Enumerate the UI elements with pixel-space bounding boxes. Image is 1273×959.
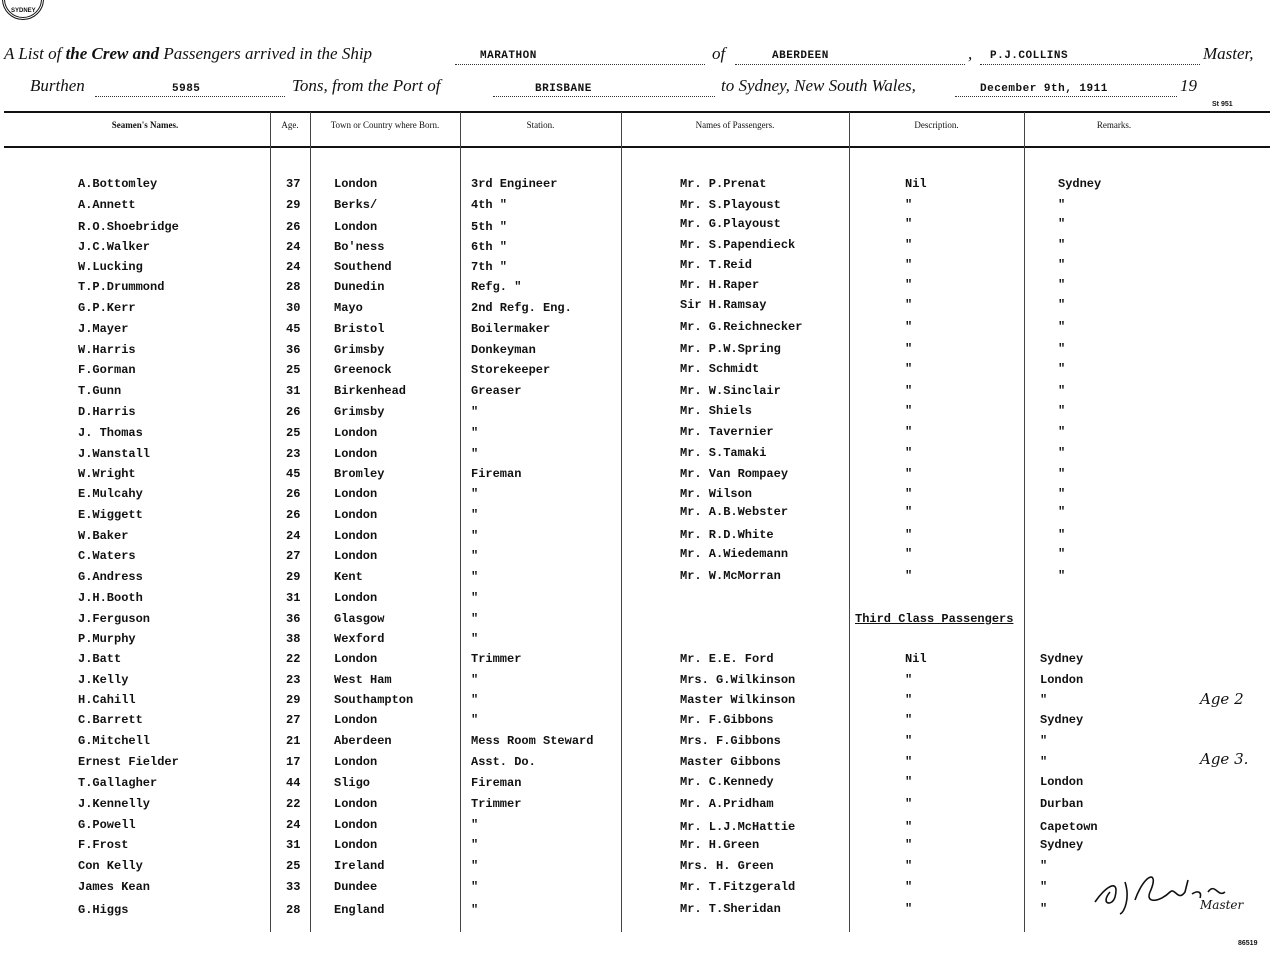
crew-birthplace: Wexford [334,632,385,646]
crew-name: E.Wiggett [78,508,143,522]
third-class-passenger-remark: " [1040,693,1048,707]
header-line1 [4,44,372,64]
passenger-description: " [905,547,913,561]
col-divider [270,112,271,932]
passenger-remark: " [1058,342,1066,356]
crew-birthplace: Dunedin [334,280,385,294]
third-class-passenger-description: Nil [905,652,927,666]
passenger-remark: " [1058,384,1066,398]
third-class-passenger-name: Mr. F.Gibbons [680,713,774,727]
crew-birthplace: Grimsby [334,405,385,419]
col-header-description: Description. [914,120,959,130]
crew-name: Ernest Fielder [78,755,179,769]
crew-name: P.Murphy [78,632,136,646]
crew-birthplace: London [334,818,378,832]
year-prefix: 19 [1180,76,1197,95]
col-header-seamen: Seamen's Names. [111,120,179,130]
crew-station: " [471,447,479,461]
header-list-of: List of [18,44,62,63]
third-class-passenger-name: Mr. H.Green [680,838,760,852]
crew-station: " [471,487,479,501]
header-crew: the Crew and [65,44,160,63]
passenger-remark: " [1058,298,1066,312]
crew-age: 30 [286,301,301,315]
crew-station: " [471,632,479,646]
passenger-name: Mr. P.Prenat [680,177,767,191]
crew-birthplace: London [334,177,378,191]
crew-name: W.Baker [78,529,129,543]
passenger-description: " [905,320,913,334]
passenger-remark: " [1058,528,1066,542]
third-class-heading: Third Class Passengers [855,612,1014,626]
crew-age: 27 [286,713,301,727]
passenger-name: Mr. Van Rompaey [680,467,789,481]
crew-birthplace: London [334,797,378,811]
passenger-name: Sir H.Ramsay [680,298,767,312]
crew-birthplace: London [334,549,378,563]
burthen-value: 5985 [172,83,201,95]
burthen-label: Burthen [30,76,85,95]
crew-age: 25 [286,859,301,873]
third-class-passenger-description: " [905,673,913,687]
crew-age: 22 [286,797,301,811]
crew-name: W.Lucking [78,260,143,274]
third-class-passenger-description: " [905,775,913,789]
passenger-name: Mr. W.McMorran [680,569,781,583]
crew-station: Asst. Do. [471,755,536,769]
col-header-born: Town or Country where Born. [330,120,440,130]
passenger-name: Mr. Schmidt [680,362,760,376]
crew-birthplace: Bo'ness [334,240,385,254]
crew-age: 24 [286,260,301,274]
crew-birthplace: Berks/ [334,198,378,212]
form-number: St 951 [1212,101,1233,108]
col-divider [1024,112,1025,932]
passenger-description: " [905,404,913,418]
crew-birthplace: London [334,426,378,440]
crew-name: A.Annett [78,198,136,212]
passenger-remark: " [1058,320,1066,334]
crew-birthplace: Aberdeen [334,734,392,748]
crew-age: 36 [286,612,301,626]
crew-name: F.Frost [78,838,129,852]
passenger-name: Mr. R.D.White [680,528,774,542]
third-class-passenger-name: Mrs. H. Green [680,859,774,873]
crew-name: T.Gallagher [78,776,158,790]
third-class-passenger-remark: Capetown [1040,820,1098,834]
col-divider [621,112,622,932]
crew-birthplace: London [334,508,378,522]
crew-age: 24 [286,240,301,254]
arrival-date: December 9th, 1911 [980,83,1108,95]
third-class-passenger-remark: Durban [1040,797,1084,811]
passenger-description: " [905,298,913,312]
crew-station: Storekeeper [471,363,551,377]
passenger-description: Nil [905,177,927,191]
seal-stamp: SYDNEY [2,0,44,20]
passenger-description: " [905,384,913,398]
crew-station: " [471,570,479,584]
third-class-passenger-remark: Sydney [1040,652,1084,666]
passenger-remark: Sydney [1058,177,1102,191]
crew-age: 26 [286,508,301,522]
crew-age: 33 [286,880,301,894]
passenger-name: Mr. G.Playoust [680,217,781,231]
crew-birthplace: Dundee [334,880,378,894]
third-class-passenger-name: Master Wilkinson [680,693,796,707]
crew-name: J.Ferguson [78,612,151,626]
tons-label: Tons, from the Port of [292,76,441,95]
crew-birthplace: London [334,447,378,461]
crew-age: 36 [286,343,301,357]
passenger-description: " [905,217,913,231]
passenger-remark: " [1058,487,1066,501]
third-class-passenger-name: Master Gibbons [680,755,781,769]
third-class-passenger-name: Mrs. G.Wilkinson [680,673,796,687]
master-label: Master, [1203,44,1254,63]
table-header-rule [4,146,1270,148]
crew-birthplace: Southend [334,260,392,274]
crew-name: Con Kelly [78,859,143,873]
crew-age: 28 [286,903,301,917]
ship-name: MARATHON [480,50,537,62]
third-class-passenger-name: Mr. C.Kennedy [680,775,774,789]
crew-age: 28 [286,280,301,294]
crew-age: 37 [286,177,301,191]
crew-station: Trimmer [471,652,522,666]
crew-age: 31 [286,591,301,605]
crew-age: 23 [286,447,301,461]
third-class-passenger-description: " [905,713,913,727]
passenger-remark: " [1058,404,1066,418]
crew-age: 23 [286,673,301,687]
crew-birthplace: Mayo [334,301,363,315]
crew-station: 6th " [471,240,508,254]
crew-age: 26 [286,405,301,419]
crew-station: " [471,426,479,440]
crew-name: J.Kennelly [78,797,151,811]
third-class-passenger-description: " [905,734,913,748]
crew-name: G.P.Kerr [78,301,136,315]
crew-birthplace: Bristol [334,322,385,336]
third-class-passenger-description: " [905,880,913,894]
third-class-passenger-name: Mr. L.J.McHattie [680,820,796,834]
crew-name: C.Barrett [78,713,143,727]
crew-name: G.Mitchell [78,734,151,748]
crew-station: " [471,508,479,522]
crew-name: A.Bottomley [78,177,158,191]
crew-birthplace: England [334,903,385,917]
crew-age: 26 [286,487,301,501]
crew-name: G.Andress [78,570,143,584]
third-class-passenger-name: Mr. E.E. Ford [680,652,774,666]
crew-station: Fireman [471,776,522,790]
passenger-description: " [905,446,913,460]
third-class-passenger-name: Mr. A.Pridham [680,797,774,811]
passenger-name: Mr. Shiels [680,404,753,418]
crew-age: 31 [286,838,301,852]
crew-birthplace: London [334,713,378,727]
crew-age: 26 [286,220,301,234]
header-passengers-arrived: Passengers arrived in the Ship [163,44,373,63]
crew-station: " [471,405,479,419]
crew-name: J.C.Walker [78,240,151,254]
crew-age: 29 [286,570,301,584]
passenger-name: Mr. P.W.Spring [680,342,781,356]
col-header-station: Station. [526,120,555,130]
port-of-registry: ABERDEEN [772,50,829,62]
crew-birthplace: Grimsby [334,343,385,357]
third-class-passenger-remark: " [1040,859,1048,873]
col-header-remarks: Remarks. [1096,120,1132,130]
crew-station: " [471,818,479,832]
passenger-description: " [905,342,913,356]
crew-age: 31 [286,384,301,398]
third-class-passenger-description: " [905,797,913,811]
of-label: of [712,44,726,63]
passenger-name: Mr. Tavernier [680,425,774,439]
from-port-line [493,96,715,97]
passenger-remark: " [1058,467,1066,481]
third-class-passenger-remark: Sydney [1040,838,1084,852]
crew-station: Fireman [471,467,522,481]
passenger-description: " [905,198,913,212]
master-line [980,64,1200,65]
crew-station: 4th " [471,198,508,212]
crew-station: " [471,693,479,707]
table-top-rule [4,111,1270,113]
third-class-passenger-remark: " [1040,755,1048,769]
third-class-passenger-name: Mr. T.Sheridan [680,902,781,916]
crew-birthplace: Sligo [334,776,371,790]
crew-name: J.H.Booth [78,591,143,605]
crew-name: T.P.Drummond [78,280,165,294]
crew-birthplace: Birkenhead [334,384,407,398]
crew-station: Greaser [471,384,522,398]
passenger-name: Mr. G.Reichnecker [680,320,803,334]
signature-title: Master [1200,898,1244,912]
passenger-description: " [905,487,913,501]
col-divider [849,112,850,932]
crew-birthplace: Greenock [334,363,392,377]
third-class-passenger-description: " [905,902,913,916]
passenger-description: " [905,238,913,252]
passenger-remark: " [1058,569,1066,583]
crew-station: Mess Room Steward [471,734,594,748]
third-class-passenger-description: " [905,820,913,834]
from-port: BRISBANE [535,83,592,95]
passenger-name: Mr. Wilson [680,487,753,501]
crew-name: W.Wright [78,467,136,481]
third-class-passenger-description: " [905,838,913,852]
crew-birthplace: London [334,529,378,543]
registry-line [735,64,965,65]
crew-station: Boilermaker [471,322,551,336]
crew-age: 27 [286,549,301,563]
passenger-description: " [905,258,913,272]
age-note-2: Age 3. [1200,750,1249,768]
crew-birthplace: Ireland [334,859,385,873]
crew-station: Refg. " [471,280,522,294]
crew-age: 29 [286,198,301,212]
master-name: P.J.COLLINS [990,50,1069,62]
passenger-description: " [905,505,913,519]
date-line [955,96,1177,97]
crew-station: " [471,880,479,894]
crew-station: " [471,612,479,626]
passenger-remark: " [1058,547,1066,561]
crew-age: 17 [286,755,301,769]
passenger-description: " [905,278,913,292]
crew-age: 25 [286,426,301,440]
passenger-remark: " [1058,217,1066,231]
crew-age: 24 [286,529,301,543]
crew-age: 24 [286,818,301,832]
col-header-passengers: Names of Passengers. [695,120,775,130]
crew-age: 22 [286,652,301,666]
passenger-remark: " [1058,198,1066,212]
burthen-line [95,96,285,97]
col-divider [460,112,461,932]
passenger-description: " [905,425,913,439]
crew-station: " [471,859,479,873]
crew-birthplace: Bromley [334,467,385,481]
crew-birthplace: London [334,755,378,769]
passenger-description: " [905,528,913,542]
crew-age: 21 [286,734,301,748]
crew-station: " [471,673,479,687]
crew-birthplace: London [334,487,378,501]
crew-name: J.Wanstall [78,447,151,461]
crew-age: 29 [286,693,301,707]
third-class-passenger-name: Mrs. F.Gibbons [680,734,781,748]
third-class-passenger-description: " [905,859,913,873]
crew-station: Trimmer [471,797,522,811]
crew-age: 45 [286,322,301,336]
crew-station: " [471,838,479,852]
third-class-passenger-name: Mr. T.Fitzgerald [680,880,796,894]
crew-name: F.Gorman [78,363,136,377]
passenger-name: Mr. S.Tamaki [680,446,767,460]
crew-birthplace: Glasgow [334,612,385,626]
crew-name: J.Mayer [78,322,129,336]
crew-name: J.Batt [78,652,122,666]
passenger-description: " [905,569,913,583]
passenger-remark: " [1058,505,1066,519]
crew-name: J.Kelly [78,673,129,687]
crew-birthplace: Kent [334,570,363,584]
third-class-passenger-remark: " [1040,880,1048,894]
passenger-description: " [905,362,913,376]
crew-name: J. Thomas [78,426,143,440]
crew-name: G.Higgs [78,903,129,917]
crew-name: James Kean [78,880,151,894]
crew-age: 45 [286,467,301,481]
crew-station: 3rd Engineer [471,177,558,191]
crew-birthplace: London [334,652,378,666]
comma: , [968,44,973,63]
crew-birthplace: London [334,591,378,605]
passenger-remark: " [1058,362,1066,376]
third-class-passenger-remark: London [1040,673,1084,687]
crew-name: W.Harris [78,343,136,357]
sheet-number: 86519 [1238,940,1258,947]
third-class-passenger-remark: " [1040,734,1048,748]
crew-station: 2nd Refg. Eng. [471,301,572,315]
crew-station: " [471,713,479,727]
third-class-passenger-description: " [905,693,913,707]
crew-birthplace: London [334,838,378,852]
crew-age: 44 [286,776,301,790]
crew-birthplace: West Ham [334,673,392,687]
third-class-passenger-remark: Sydney [1040,713,1084,727]
crew-station: 5th " [471,220,508,234]
passenger-remark: " [1058,238,1066,252]
crew-station: " [471,903,479,917]
crew-station: " [471,591,479,605]
third-class-passenger-description: " [905,755,913,769]
crew-birthplace: Southampton [334,693,414,707]
to-sydney-label: to Sydney, New South Wales, [721,76,916,95]
crew-name: T.Gunn [78,384,122,398]
passenger-name: Mr. A.Wiedemann [680,547,789,561]
passenger-remark: " [1058,446,1066,460]
passenger-name: Mr. A.B.Webster [680,505,789,519]
passenger-remark: " [1058,258,1066,272]
passenger-description: " [905,467,913,481]
crew-station: " [471,529,479,543]
col-divider [310,112,311,932]
crew-name: H.Cahill [78,693,136,707]
crew-name: C.Waters [78,549,136,563]
passenger-name: Mr. S.Playoust [680,198,781,212]
crew-birthplace: London [334,220,378,234]
crew-age: 38 [286,632,301,646]
crew-station: Donkeyman [471,343,536,357]
passenger-remark: " [1058,425,1066,439]
third-class-passenger-remark: " [1040,902,1048,916]
third-class-passenger-remark: London [1040,775,1084,789]
crew-age: 25 [286,363,301,377]
crew-name: G.Powell [78,818,136,832]
passenger-name: Mr. H.Raper [680,278,760,292]
passenger-name: Mr. S.Papendieck [680,238,796,252]
col-header-age: Age. [281,120,299,130]
crew-name: E.Mulcahy [78,487,143,501]
crew-name: R.O.Shoebridge [78,220,179,234]
crew-station: " [471,549,479,563]
header-prefix: A [4,44,15,63]
passenger-name: Mr. T.Reid [680,258,753,272]
ship-name-line [455,64,705,65]
age-note-1: Age 2 [1200,690,1244,708]
passenger-name: Mr. W.Sinclair [680,384,781,398]
passenger-remark: " [1058,278,1066,292]
master-signature [1090,862,1260,922]
crew-name: D.Harris [78,405,136,419]
crew-station: 7th " [471,260,508,274]
